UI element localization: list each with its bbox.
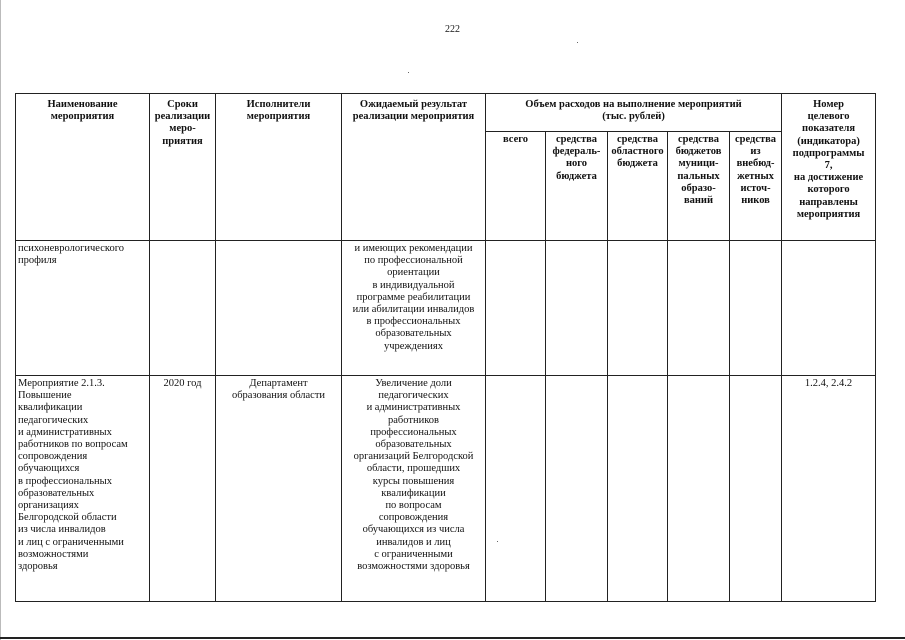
cell-result: и имеющих рекомендации по профессиональной ориентации в индивидуальной программе реабилитации или абилитации инвалидов в профессиональных образовательных учреждениях (342, 241, 486, 376)
header-indicator: Номер целевого показателя (индикатора) подпрограммы 7, на достижение которого направлены мероприятия (782, 94, 876, 241)
cell-executors (216, 241, 342, 376)
table-row (16, 376, 876, 602)
header-terms: Сроки реализации меро- приятия (150, 94, 216, 241)
cell-municipal (668, 376, 730, 602)
measures-table (15, 93, 876, 602)
header-total: всего (486, 132, 546, 241)
header-municipal: средства бюджетов муници- пальных образо- ваний (668, 132, 730, 241)
cell-extrabudget (730, 376, 782, 602)
scan-edge-bottom (0, 637, 905, 639)
header-name: Наименование мероприятия (16, 94, 150, 241)
scan-edge-left (0, 0, 1, 640)
cell-result: Увеличение доли педагогических и административных работников профессиональных образовательных организаций Белгородской области, прошедших курсы повышения квалификации по вопросам сопровождения обучающихся из числа инвалидов и лиц с ограниченными возможностями здоровья (342, 376, 486, 602)
cell-total (486, 241, 546, 376)
cell-regional (608, 241, 668, 376)
cell-federal (546, 241, 608, 376)
header-result: Ожидаемый результат реализации мероприятия (342, 94, 486, 241)
header-federal: средства федераль- ного бюджета (546, 132, 608, 241)
cell-municipal (668, 241, 730, 376)
cell-federal (546, 376, 608, 602)
scan-speck (577, 42, 578, 43)
cell-terms (150, 241, 216, 376)
cell-terms: 2020 год (150, 376, 216, 602)
scan-speck (408, 72, 409, 73)
header-executors: Исполнители мероприятия (216, 94, 342, 241)
table-row (16, 241, 876, 376)
header-volume: Объем расходов на выполнение мероприятий (тыс. рублей) (486, 94, 782, 132)
cell-executors: Департамент образования области (216, 376, 342, 602)
page-number: 222 (445, 24, 460, 35)
header-extrabudget: средства из внебюд- жетных источ- ников (730, 132, 782, 241)
header-regional: средства областного бюджета (608, 132, 668, 241)
header-row-1 (16, 94, 876, 132)
cell-name: психоневрологического профиля (16, 241, 150, 376)
cell-total (486, 376, 546, 602)
cell-extrabudget (730, 241, 782, 376)
cell-indicator (782, 241, 876, 376)
cell-regional (608, 376, 668, 602)
cell-name: Мероприятие 2.1.3. Повышение квалификации педагогических и административных работников по вопросам сопровождения обучающихся в профессиональных образовательных организациях Белгородской области из числа инвалидов и лиц с ограниченными возможностями здоровья (16, 376, 150, 602)
cell-indicator: 1.2.4, 2.4.2 (782, 376, 876, 602)
